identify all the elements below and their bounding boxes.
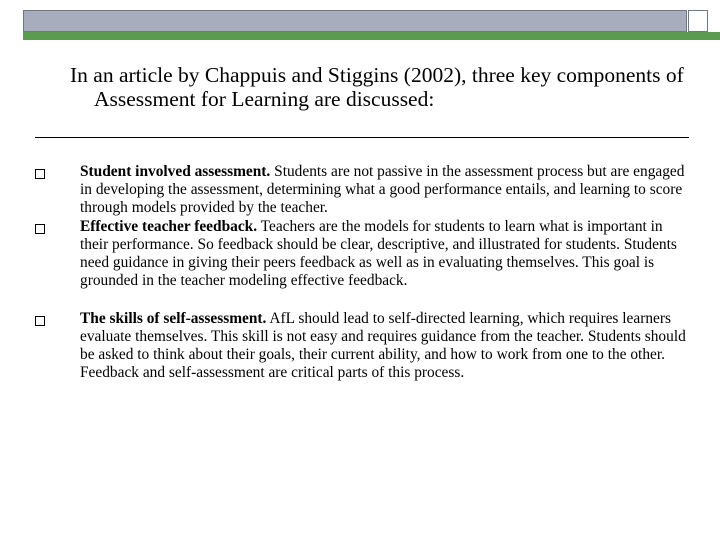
header-bar [23, 10, 687, 32]
header-corner-box [688, 10, 708, 32]
bullet-heading: Effective teacher feedback. [80, 218, 258, 235]
bullet-body: Teachers are the models for students to learn what is important in their performance. So feedback should be clear, descriptive, and illustrated for students. Students need guidance in giving their peers feedback as well as in evaluating themselves. This goal is grounded in the teacher modeling effective feedback. [80, 218, 677, 289]
bullet-body: AfL should lead to self-directed learning, which requires learners evaluate themselves. This skill is not easy and requires guidance from the teacher. Students should be asked to think about their goals, their current ability, and how to work from one to the other. Feedback and self-assessment are critical parts of this process. [80, 310, 686, 381]
bullet-body: Students are not passive in the assessment process but are engaged in developing the assessment, determining what a good performance entails, and learning to score through models provided by the teacher. [80, 163, 685, 216]
bullet-text [80, 310, 690, 382]
header-accent-stripe [23, 32, 720, 40]
square-bullet-icon [35, 169, 45, 179]
bullet-text [80, 163, 690, 217]
square-bullet-icon [35, 224, 45, 234]
slide-title: In an article by Chappuis and Stiggins (2002), three key components of Assessment for Learning are discussed: [70, 63, 684, 111]
square-bullet-icon [35, 316, 45, 326]
bullet-heading: Student involved assessment. [80, 163, 271, 180]
title-divider [35, 137, 689, 138]
bullet-text [80, 218, 690, 290]
bullet-heading: The skills of self-assessment. [80, 310, 267, 327]
